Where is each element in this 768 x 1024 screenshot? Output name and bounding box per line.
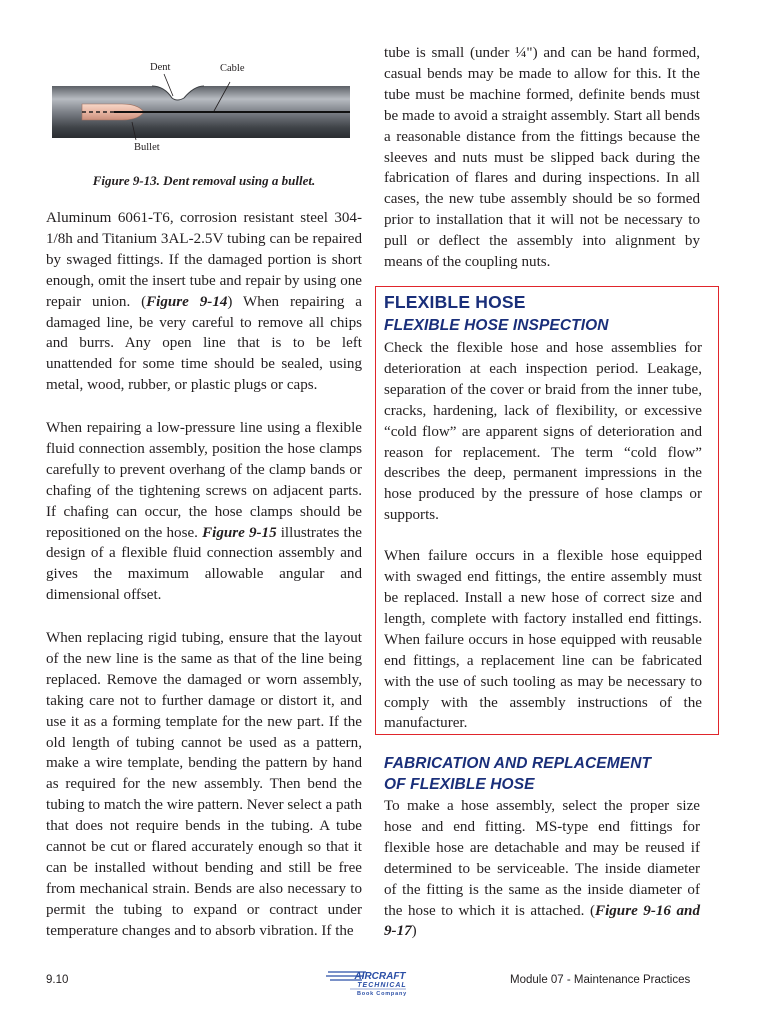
paragraph-hose-assembly: To make a hose assembly, select the proper size hose and end fitting. MS-type end fittings for flexible hose are detachable and may be reused if determined to be serviceable. The inside diameter of the fitting is the same as the inside diameter of the hose to which it is attached. (Figure 9-16 and 9-17) xyxy=(384,798,700,940)
svg-text:Book Company: Book Company xyxy=(357,991,407,997)
paragraph-swaged-fittings: Aluminum 6061-T6, corrosion resistant steel 304-1/8h and Titanium 3AL-2.5V tubing can be repaired by swaged fittings. If the damaged portion is short enough, omit the insert tube and repair by using one repair union. (Figure 9-14) When repairing a damaged line, be very careful to remove all chips and burrs. Any open line that is to be left unattended for some time should be sealed, using metal, wood, rubber, or plastic plugs or caps. xyxy=(46,210,362,394)
figure-ref-9-14: Figure 9-14 xyxy=(146,293,228,310)
publisher-logo xyxy=(326,968,420,998)
tube-illustration xyxy=(52,60,362,165)
figure-caption: Figure 9-13. Dent removal using a bullet. xyxy=(92,173,316,188)
logo-aircraft-text: AIRCRAFT xyxy=(354,971,406,982)
figure-ref-9-15: Figure 9-15 xyxy=(202,524,277,541)
heading-fabrication-line1: FABRICATION AND REPLACEMENT xyxy=(384,755,652,772)
flexible-hose-callout xyxy=(375,286,719,735)
label-bullet: Bullet xyxy=(134,142,160,153)
label-dent: Dent xyxy=(150,62,171,73)
label-cable: Cable xyxy=(220,63,245,74)
paragraph-low-pressure-line: When repairing a low-pressure line using a flexible fluid connection assembly, position the hose clamps carefully to prevent overhang of the clamp bands or chafing of the tightening screws on adjacent parts. If chafing can occur, the hose clamps should be repositioned on the hose. Figure 9-15 illustrates the design of a flexible fluid connection assembly and gives the maximum allowable angular and dimensional offset. xyxy=(46,420,362,604)
figure-dent-removal xyxy=(52,60,362,165)
paragraph-hose-failure: When failure occurs in a flexible hose equipped with swaged end fittings, the entire assembly must be replaced. Install a new hose of correct size and length, complete with factory installed end fittings. When failure occurs in hose equipped with reusable end fittings, a replacement line can be fabricated with the use of such tooling as may be necessary to comply with the assembly instructions of the manufacturer. xyxy=(384,548,702,732)
heading-fabrication-line2: OF FLEXIBLE HOSE xyxy=(384,776,535,793)
aircraft-logo-icon xyxy=(326,968,420,998)
logo-technical-text: TECHNICAL xyxy=(357,982,407,989)
figure-ref-9-16-9-17: Figure 9-16 and 9-17 xyxy=(384,902,700,940)
paragraph-tube-bends: tube is small (under ¼") and can be hand formed, casual bends may be made to allow for this. It the tube must be machine formed, definite bends must be made to avoid a straight assembly. Start all bends a reasonable distance from the fittings because the sleeves and nuts must be slipped back during the fabrication of flares and during inspections. In all cases, the new tube assembly should be so formed prior to installation that it will not be necessary to pull or deflect the assembly into alignment by means of the coupling nuts. xyxy=(384,45,700,271)
paragraph-hose-inspection: Check the flexible hose and hose assemblies for deterioration at each inspection period. Leakage, separation of the cover or braid from the inner tube, cracks, hardening, lack of flexibility, or excessive “cold flow” are apparent signs of deterioration and reason for replacement. The term “cold flow” describes the deep, permanent impressions in the hose produced by the pressure of hose clamps or supports. xyxy=(384,340,702,524)
page-number: 9.10 xyxy=(46,974,69,986)
heading-flexible-hose: FLEXIBLE HOSE xyxy=(384,292,526,312)
subheading-flexible-hose-inspection: FLEXIBLE HOSE INSPECTION xyxy=(384,317,609,334)
module-title: Module 07 - Maintenance Practices xyxy=(510,974,691,986)
paragraph-replacing-rigid-tubing: When replacing rigid tubing, ensure that the layout of the new line is the same as that of the line being replaced. Remove the damaged or worn assembly, taking care not to further damage or distort it, and use it as a forming template for the new part. If the old length of tubing cannot be used as a pattern, make a wire template, bending the pattern by hand as required for the new assembly. Then bend the tubing to match the wire pattern. Never select a path that does not require bends in the tubing. A tube cannot be cut or flared accurately enough so that it can be installed without bending and still be free from mechanical strain. Bends are also necessary to permit the tubing to expand or contract under temperature changes and to absorb vibration. If the xyxy=(46,630,363,939)
section-fabrication xyxy=(384,753,700,942)
